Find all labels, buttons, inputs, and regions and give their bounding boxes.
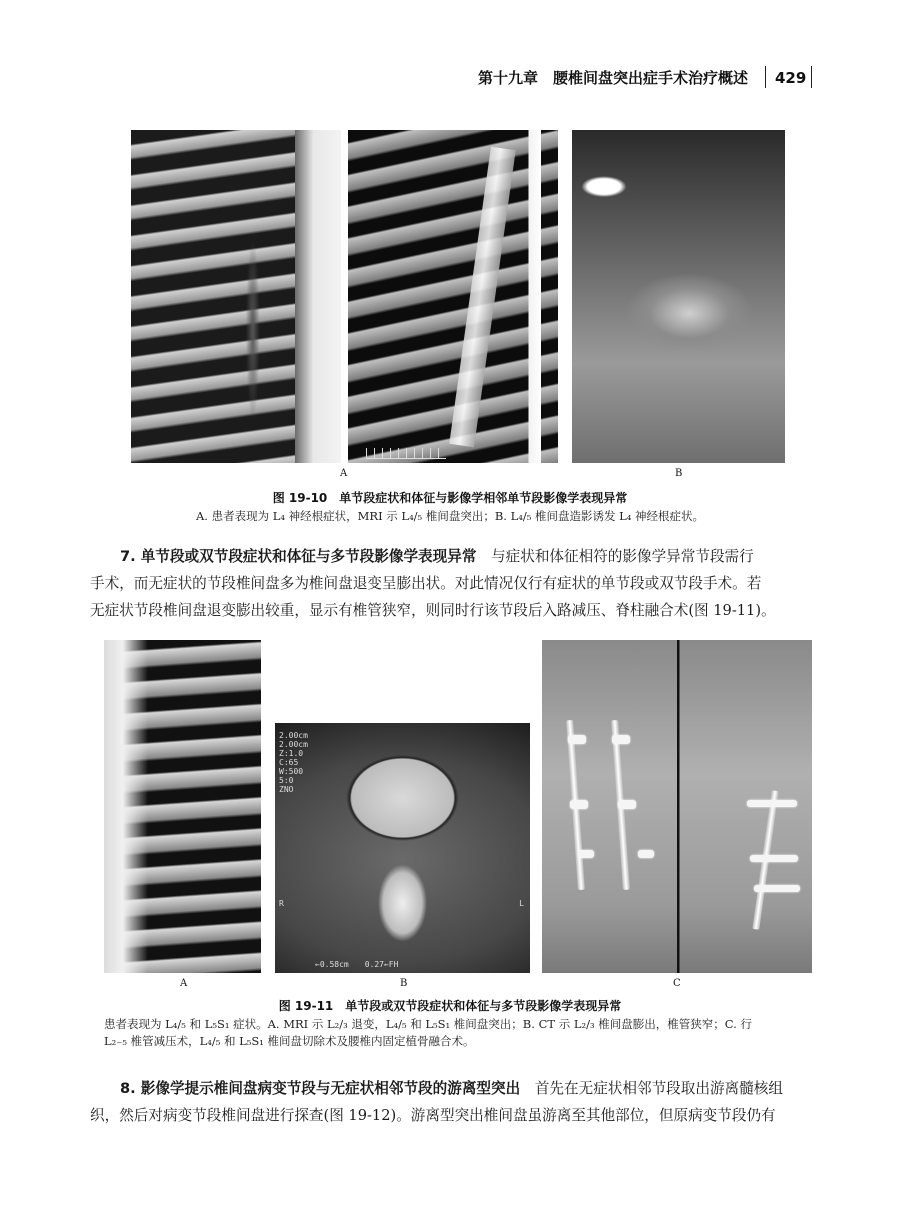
ct-orientation-r: R (279, 899, 284, 908)
figure-19-11-title: 图 19-11 单节段或双节段症状和体征与多节段影像学表现异常 (278, 999, 622, 1013)
figure-19-11-label-b: B (400, 978, 408, 989)
section-7-heading: 7. 单节段或双节段症状和体征与多节段影像学表现异常 (120, 548, 477, 565)
scale-ruler (366, 448, 446, 459)
section-7-line-2: 手术，而无症状的节段椎间盘多为椎间盘退变呈膨出状。对此情况仅行有症状的单节段或双节段手术。若 (90, 575, 762, 592)
figure-19-11-postop-xray (542, 640, 812, 973)
section-8-line-2: 织，然后对病变节段椎间盘进行探查(图 19-12)。游离型突出椎间盘虽游离至其他部位，但原病变节段仍有 (90, 1107, 776, 1124)
figure-19-11-ct-axial (275, 723, 530, 973)
ct-overlay-text: 2.00cm 2.00cm Z:1.0 C:65 W:500 5:0 ZNO (279, 731, 308, 794)
header-right-bar (811, 66, 812, 88)
figure-19-11-label-a: A (180, 978, 188, 989)
figure-19-10-label-b: B (675, 468, 683, 479)
section-7-paragraph (90, 543, 812, 624)
header-divider (765, 66, 766, 88)
section-8-heading: 8. 影像学提示椎间盘病变节段与无症状相邻节段的游离型突出 (120, 1080, 521, 1097)
figure-19-10-mri-sagittal-t1 (131, 130, 341, 463)
figure-19-10-title: 图 19-10 单节段症状和体征与影像学相邻单节段影像学表现异常 (272, 491, 628, 505)
chapter-header: 第十九章 腰椎间盘突出症手术治疗概述 (478, 69, 749, 87)
figure-19-11-label-c: C (673, 978, 681, 989)
section-8-line-1: 8. 影像学提示椎间盘病变节段与无症状相邻节段的游离型突出 首先在无症状相邻节段取出游离髓核组 (120, 1080, 783, 1097)
figure-19-10-caption: A. 患者表现为 L₄ 神经根症状，MRI 示 L₄/₅ 椎间盘突出；B. L₄/₅ 椎间盘造影诱发 L₄ 神经根症状。 (195, 509, 705, 523)
figure-19-10-mri-sagittal-t2 (348, 130, 558, 463)
section-7-line-1: 7. 单节段或双节段症状和体征与多节段影像学表现异常 与症状和体征相符的影像学异常节段需行 (120, 548, 754, 565)
ct-measure-text: ←0.58cm 0.27←FH (315, 960, 399, 969)
ct-orientation-l: L (519, 899, 524, 908)
figure-19-11-mri-sagittal (104, 640, 261, 973)
page-number: 429 (775, 69, 807, 87)
figure-19-11-caption-line-1: 患者表现为 L₄/₅ 和 L₅S₁ 症状。A. MRI 示 L₂/₃ 退变，L₄/₅ 和 L₅S₁ 椎间盘突出；B. CT 示 L₂/₃ 椎间盘膨出，椎管狭窄；C. 行 (104, 1017, 752, 1031)
figure-19-10-discogram (572, 130, 785, 463)
figure-19-11-caption (104, 1016, 812, 1050)
figure-19-10-label-a: A (340, 468, 348, 479)
figure-19-11-caption-line-2: L₂₋₅ 椎管减压术，L₄/₅ 和 L₅S₁ 椎间盘切除术及腰椎内固定植骨融合术。 (104, 1034, 475, 1048)
section-8-paragraph (90, 1075, 812, 1129)
section-7-line-3: 无症状节段椎间盘退变膨出较重，显示有椎管狭窄，则同时行该节段后入路减压、脊柱融合术(图 19-11)。 (90, 602, 776, 619)
